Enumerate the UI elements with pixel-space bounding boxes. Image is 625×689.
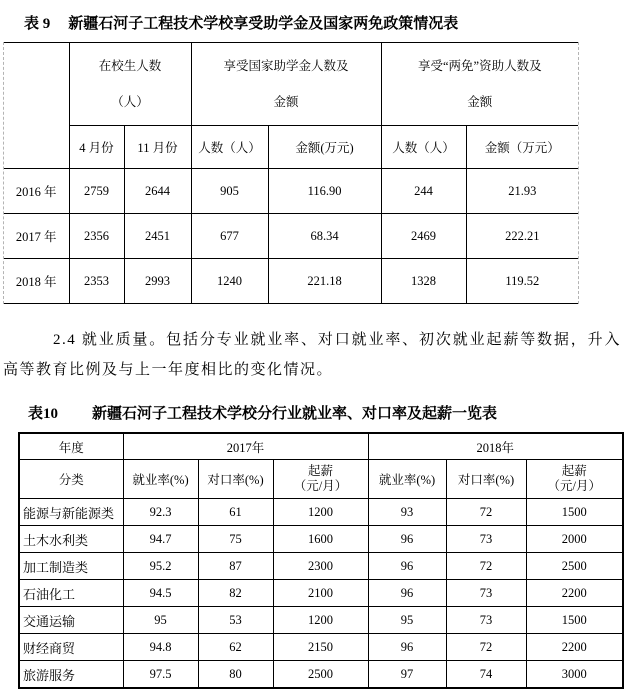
table-cell: 116.90 [268,169,381,214]
table-cell: 75 [198,526,273,553]
table10-title [28,402,625,423]
table-cell: 2200 [526,634,623,661]
table-cell: 97.5 [123,661,198,689]
table-cell: 119.52 [466,259,578,304]
table-cell: 905 [191,169,268,214]
table-cell: 1328 [381,259,466,304]
table9-row-2017 [4,214,578,259]
table9-grant-header [191,43,381,126]
year-2017-header-cell: 2017年 [123,433,368,460]
category-cell: 旅游服务 [19,661,123,689]
table10-header-row-2 [19,460,623,499]
table-row [19,553,623,580]
table-cell: 1500 [526,499,623,526]
table-cell: 62 [198,634,273,661]
table-cell: 244 [381,169,466,214]
category-cell: 土木水利类 [19,526,123,553]
table-cell: 2451 [124,214,191,259]
table9-wrapper [3,42,579,304]
table9-subheader-cell: 人数（人） [191,126,268,169]
table-cell: 92.3 [123,499,198,526]
year-cell: 2016 年 [4,169,69,214]
salary-header-cell [526,460,623,499]
table-cell: 2353 [69,259,124,304]
salary-header-cell [273,460,368,499]
table-cell: 68.34 [268,214,381,259]
table-cell: 74 [446,661,526,689]
table-row [19,661,623,689]
table-cell: 1240 [191,259,268,304]
twofree-header-line2: 金额 [467,95,493,109]
table-cell: 94.5 [123,580,198,607]
match-rate-header-cell: 对口率(%) [446,460,526,499]
table-cell: 72 [446,634,526,661]
enrolled-header-line1: 在校生人数 [98,59,162,73]
table-cell: 96 [368,526,446,553]
category-cell: 加工制造类 [19,553,123,580]
table-cell: 222.21 [466,214,578,259]
table-cell: 2500 [273,661,368,689]
table10-header-row-1 [19,433,623,460]
table9 [4,42,578,304]
table-cell: 82 [198,580,273,607]
table-cell: 73 [446,607,526,634]
salary-header-line2: （元/月） [293,479,348,493]
category-cell: 财经商贸 [19,634,123,661]
table9-header-row-2 [4,126,578,169]
table-cell: 1200 [273,607,368,634]
table9-row-2016 [4,169,578,214]
table-cell: 2150 [273,634,368,661]
table9-subheader-cell: 人数（人） [381,126,466,169]
category-header-cell: 分类 [19,460,123,499]
table-cell: 1500 [526,607,623,634]
table-cell: 2200 [526,580,623,607]
table-row [19,580,623,607]
employment-rate-header-cell: 就业率(%) [123,460,198,499]
salary-header-line1: 起薪 [308,464,334,478]
grant-header-line1: 享受国家助学金人数及 [223,59,349,73]
table-cell: 2100 [273,580,368,607]
table-cell: 1200 [273,499,368,526]
enrolled-header-line2: （人） [111,95,149,109]
table9-title [24,12,625,33]
year-cell: 2018 年 [4,259,69,304]
table-cell: 73 [446,580,526,607]
table10 [18,432,624,689]
table9-corner-cell [4,43,69,169]
table-cell: 21.93 [466,169,578,214]
table-cell: 73 [446,526,526,553]
employment-rate-header-cell: 就业率(%) [368,460,446,499]
grant-header-line2: 金额 [273,95,299,109]
table-cell: 3000 [526,661,623,689]
table-row [19,526,623,553]
table-cell: 2500 [526,553,623,580]
table-cell: 72 [446,553,526,580]
table-cell: 95.2 [123,553,198,580]
year-2018-header-cell: 2018年 [368,433,623,460]
table9-subheader-cell: 11 月份 [124,126,191,169]
table-cell: 96 [368,580,446,607]
table9-title-label: 表 9 [24,16,51,32]
table10-title-text: 新疆石河子工程技术学校分行业就业率、对口率及起薪一览表 [92,406,498,422]
category-cell: 交通运输 [19,607,123,634]
table-cell: 53 [198,607,273,634]
table-cell: 2000 [526,526,623,553]
year-cell: 2017 年 [4,214,69,259]
category-cell: 能源与新能源类 [19,499,123,526]
table-cell: 2300 [273,553,368,580]
table-cell: 221.18 [268,259,381,304]
table-cell: 97 [368,661,446,689]
match-rate-header-cell: 对口率(%) [198,460,273,499]
table-cell: 96 [368,553,446,580]
table-cell: 677 [191,214,268,259]
table-cell: 2644 [124,169,191,214]
salary-header-line2: （元/月） [547,479,602,493]
table9-twofree-header [381,43,578,126]
table10-title-label: 表10 [28,406,59,422]
twofree-header-line1: 享受“两免”资助人数及 [417,59,542,73]
table-cell: 2469 [381,214,466,259]
table9-subheader-cell: 4 月份 [69,126,124,169]
table9-subheader-cell: 金额（万元） [466,126,578,169]
table9-title-text: 新疆石河子工程技术学校享受助学金及国家两免政策情况表 [68,16,459,32]
table-cell: 93 [368,499,446,526]
table-row [19,634,623,661]
table9-row-2018 [4,259,578,304]
table-cell: 87 [198,553,273,580]
table-cell: 2993 [124,259,191,304]
table-cell: 80 [198,661,273,689]
table9-header-row-1 [4,43,578,126]
table-cell: 2356 [69,214,124,259]
table-cell: 95 [368,607,446,634]
body-paragraph: 2.4 就业质量。包括分专业就业率、对口就业率、初次就业起薪等数据，升入高等教育比例及与上一年度相比的变化情况。 [3,332,621,378]
table-cell: 94.8 [123,634,198,661]
table-row [19,607,623,634]
table-row [19,499,623,526]
table-cell: 72 [446,499,526,526]
category-cell: 石油化工 [19,580,123,607]
table9-subheader-cell: 金额(万元) [268,126,381,169]
table-cell: 95 [123,607,198,634]
salary-header-line1: 起薪 [561,464,587,478]
table-cell: 1600 [273,526,368,553]
table-cell: 94.7 [123,526,198,553]
table9-enrolled-header [69,43,191,126]
table-cell: 96 [368,634,446,661]
table-cell: 61 [198,499,273,526]
table-cell: 2759 [69,169,124,214]
year-header-cell: 年度 [19,433,123,460]
